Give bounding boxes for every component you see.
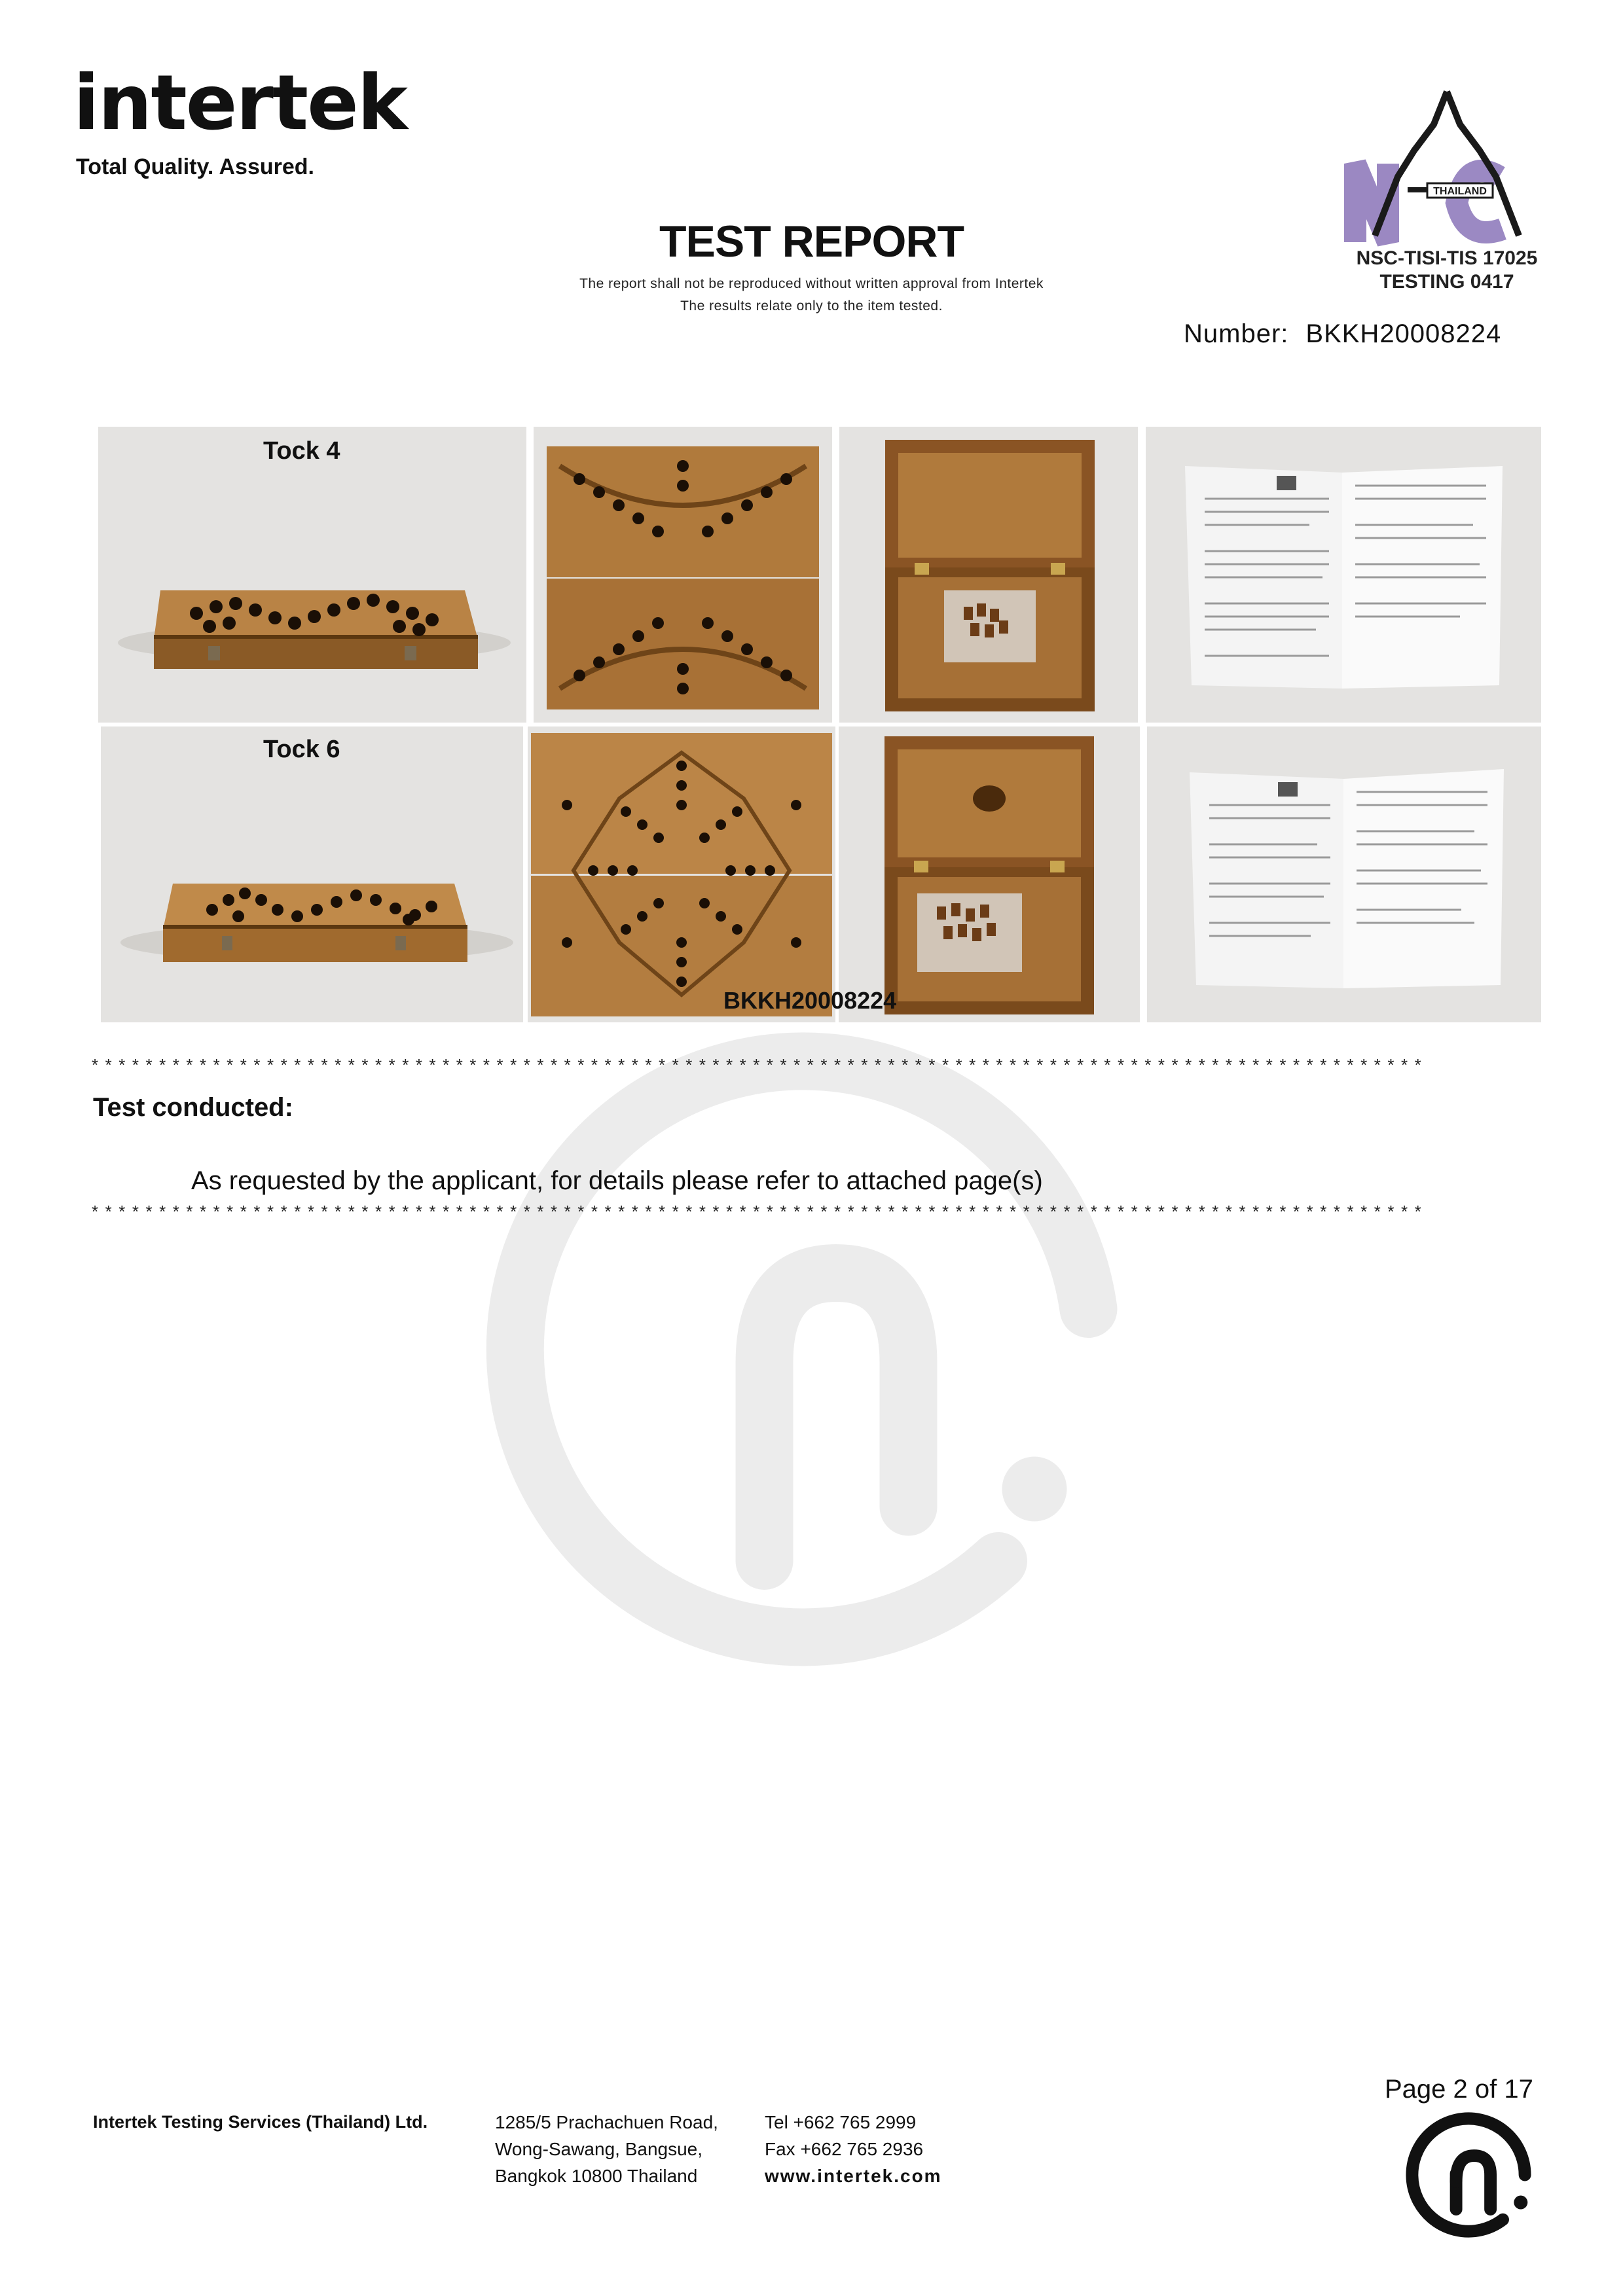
- footer-address: [495, 2109, 718, 2189]
- separator-bottom: ***************************************************************************************************: [92, 1202, 1429, 1221]
- photo-open-board-tock6: [528, 726, 835, 1022]
- intertek-logo: intertek: [73, 59, 407, 147]
- footer-company: Intertek Testing Services (Thailand) Ltd.: [93, 2112, 428, 2132]
- report-number-value: BKKH20008224: [1305, 319, 1502, 348]
- accreditation-line-2: TESTING 0417: [1379, 271, 1514, 293]
- footer-address-line-3: Bangkok 10800 Thailand: [495, 2166, 698, 2186]
- photo-closed-box-tock4: [98, 427, 526, 723]
- logo-tagline: Total Quality. Assured.: [76, 154, 314, 179]
- test-conducted-body: As requested by the applicant, for details please refer to attached page(s): [191, 1166, 1043, 1195]
- report-number-label: Number:: [1184, 319, 1289, 348]
- photo-instruction-sheet-tock6: [1147, 726, 1541, 1022]
- accreditation-line-1: NSC-TISI-TIS 17025: [1356, 247, 1538, 269]
- accreditation-country: THAILAND: [1433, 186, 1487, 197]
- photo-instruction-sheet-tock4: [1146, 427, 1541, 723]
- photo-closed-box-tock6: [101, 726, 523, 1022]
- footer-address-line-2: Wong-Sawang, Bangsue,: [495, 2139, 703, 2159]
- disclaimer-line-2: The results relate only to the item tested.: [680, 298, 943, 314]
- footer-tel: Tel +662 765 2999: [765, 2112, 917, 2132]
- photo-label-tock6: Tock 6: [263, 736, 340, 763]
- intertek-in-logo-icon: [1400, 2106, 1537, 2244]
- footer-website-link[interactable]: www.intertek.com: [765, 2166, 942, 2186]
- footer-fax: Fax +662 765 2936: [765, 2139, 924, 2159]
- footer-address-line-1: 1285/5 Prachachuen Road,: [495, 2112, 718, 2132]
- disclaimer-line-1: The report shall not be reproduced without written approval from Intertek: [579, 276, 1044, 291]
- intertek-watermark-icon: [458, 1021, 1178, 1741]
- page-number: Page 2 of 17: [1385, 2075, 1533, 2104]
- report-title: TEST REPORT: [659, 217, 964, 266]
- photo-label-tock4: Tock 4: [263, 437, 340, 465]
- test-conducted-heading: Test conducted:: [93, 1093, 293, 1122]
- photo-open-box-pieces-tock6: [839, 726, 1140, 1022]
- separator-top: ***************************************************************************************************: [92, 1055, 1429, 1075]
- photo-open-board-tock4: [534, 427, 832, 723]
- photo-stamp-number: BKKH20008224: [723, 987, 897, 1014]
- photo-open-box-pieces-tock4: [839, 427, 1138, 723]
- footer-contact: [765, 2109, 942, 2189]
- report-number: [1184, 319, 1501, 349]
